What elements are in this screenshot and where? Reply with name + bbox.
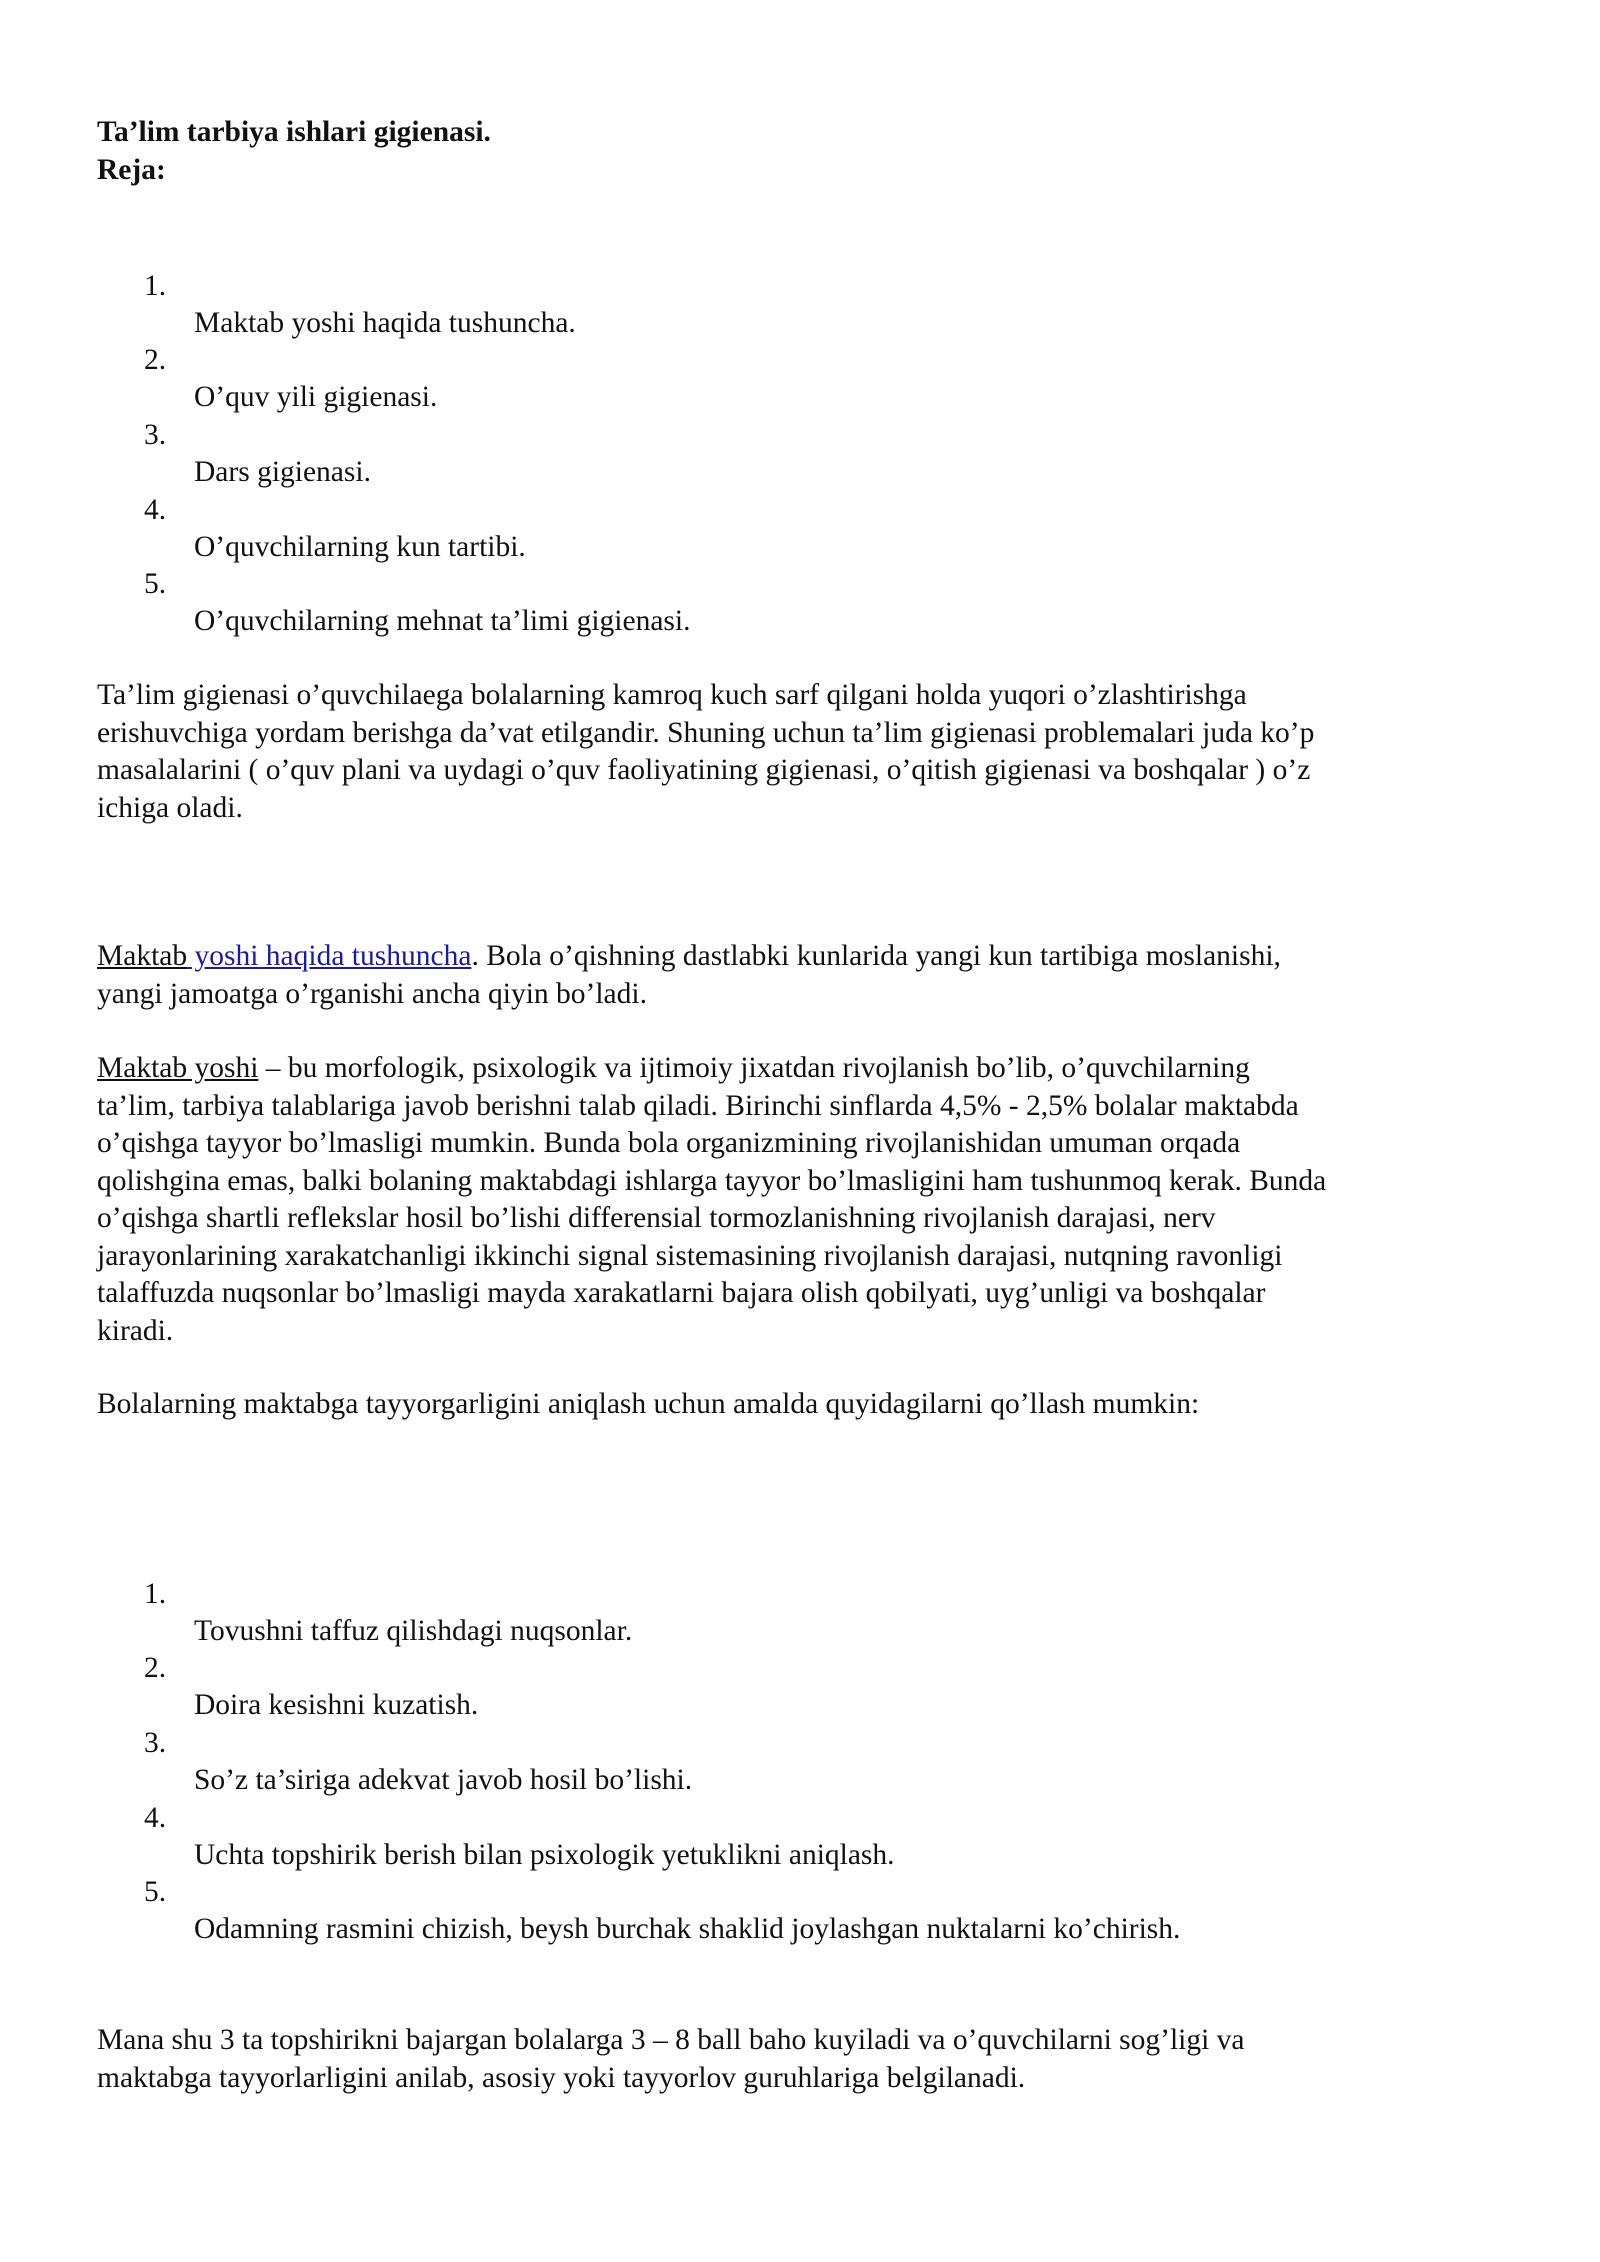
list-text: Dars gigienasi.	[194, 456, 371, 488]
section-link-part2[interactable]: yoshi haqida tushuncha	[187, 940, 472, 972]
list-number: 3.	[144, 1727, 167, 1759]
page-title: Ta’lim tarbiya ishlari gigienasi.	[97, 116, 491, 148]
paragraph-line: o’qishga tayyor bo’lmasligi mumkin. Bunda bola organizmining rivojlanishidan umuman orqada	[97, 1127, 1241, 1159]
paragraph-line	[97, 938, 1517, 976]
list-text: O’quvchilarning mehnat ta’limi gigienasi.	[194, 605, 691, 637]
list-number: 1.	[144, 270, 167, 302]
list-number: 2.	[144, 344, 167, 376]
section-maktab-yoshi-intro	[97, 938, 1517, 1013]
list-text: O’quvchilarning kun tartibi.	[194, 531, 526, 563]
paragraph-line: maktabga tayyorlarligini anilab, asosiy yoki tayyorlov guruhlariga belgilanadi.	[97, 2061, 1026, 2094]
intro-paragraph	[97, 677, 1517, 827]
list-text: Uchta topshirik berish bilan psixologik yetuklikni aniqlash.	[194, 1839, 895, 1871]
paragraph-line: ta’lim, tarbiya talablariga javob berishni talab qiladi. Birinchi sinflarda 4,5% - 2,5% bolalar maktabda	[97, 1089, 1299, 1122]
list-number: 2.	[144, 1652, 167, 1684]
section-link-part1[interactable]: Maktab	[97, 940, 188, 972]
paragraph-line: masalalarini ( o’quv plani va uydagi o’quv faoliyatining gigienasi, o’qitish gigienasi va boshqalar ) o’z	[97, 754, 1311, 786]
paragraph-line: erishuvchiga yordam berishga da’vat etilgandir. Shuning uchun ta’lim gigienasi problemalari juda ko’p	[97, 716, 1315, 749]
paragraph-line	[97, 1050, 1517, 1088]
paragraph-line: kiradi.	[97, 1314, 174, 1347]
list-text: O’quv yili gigienasi.	[194, 381, 438, 413]
paragraph-line: qolishgina emas, balki bolaning maktabdagi ishlarga tayyor bo’lmasligini ham tushunmoq kerak. Bunda	[97, 1164, 1327, 1197]
readiness-intro	[97, 1386, 1517, 1424]
paragraph-line: Mana shu 3 ta topshirikni bajargan bolalarga 3 – 8 ball baho kuyiladi va o’quvchilarni sog’ligi va	[97, 2024, 1245, 2056]
list-number: 4.	[144, 1802, 167, 1834]
term-maktab-yoshi: Maktab yoshi	[97, 1052, 259, 1084]
list-number: 5.	[144, 1876, 167, 1908]
section-maktab-yoshi-definition	[97, 1050, 1517, 1350]
plan-label: Reja:	[97, 153, 166, 186]
paragraph-line: ichiga oladi.	[97, 791, 243, 824]
list-text: Odamning rasmini chizish, beysh burchak shaklid joylashgan nuktalarni ko’chirish.	[194, 1913, 1181, 1945]
paragraph-line: Ta’lim gigienasi o’quvchilaega bolalarning kamroq kuch sarf qilgani holda yuqori o’zlashtirishga	[97, 679, 1247, 711]
list-number: 1.	[144, 1578, 167, 1610]
list-text: Tovushni taffuz qilishdagi nuqsonlar.	[194, 1615, 633, 1647]
paragraph-text: – bu morfologik, psixologik va ijtimoiy jixatdan rivojlanish bo’lib, o’quvchilarning	[258, 1052, 1250, 1084]
document-heading	[97, 114, 1517, 189]
paragraph-line: talaffuzda nuqsonlar bo’lmasligi mayda xarakatlarni bajara olish qobilyati, uyg’unligi va boshqalar	[97, 1277, 1266, 1309]
paragraph-line: yangi jamoatga o’rganishi ancha qiyin bo’ladi.	[97, 977, 647, 1010]
paragraph-line: jarayonlarining xarakatchanligi ikkinchi signal sistemasining rivojlanish darajasi, nutqning ravonligi	[97, 1239, 1283, 1272]
list-number: 5.	[144, 568, 167, 600]
list-text: Maktab yoshi haqida tushuncha.	[194, 307, 576, 339]
list-number: 3.	[144, 419, 167, 451]
list-text: So’z ta’siriga adekvat javob hosil bo’lishi.	[194, 1764, 693, 1796]
list-text: Doira kesishni kuzatish.	[194, 1689, 479, 1721]
paragraph-text: . Bola o’qishning dastlabki kunlarida yangi kun tartibiga moslanishi,	[471, 940, 1281, 972]
paragraph-line: Bolalarning maktabga tayyorgarligini aniqlash uchun amalda quyidagilarni qo’llash mumkin:	[97, 1388, 1200, 1420]
paragraph-line: o’qishga shartli reflekslar hosil bo’lishi differensial tormozlanishning rivojlanish darajasi, nerv	[97, 1202, 1216, 1234]
closing-paragraph	[97, 2022, 1517, 2097]
list-number: 4.	[144, 494, 167, 526]
